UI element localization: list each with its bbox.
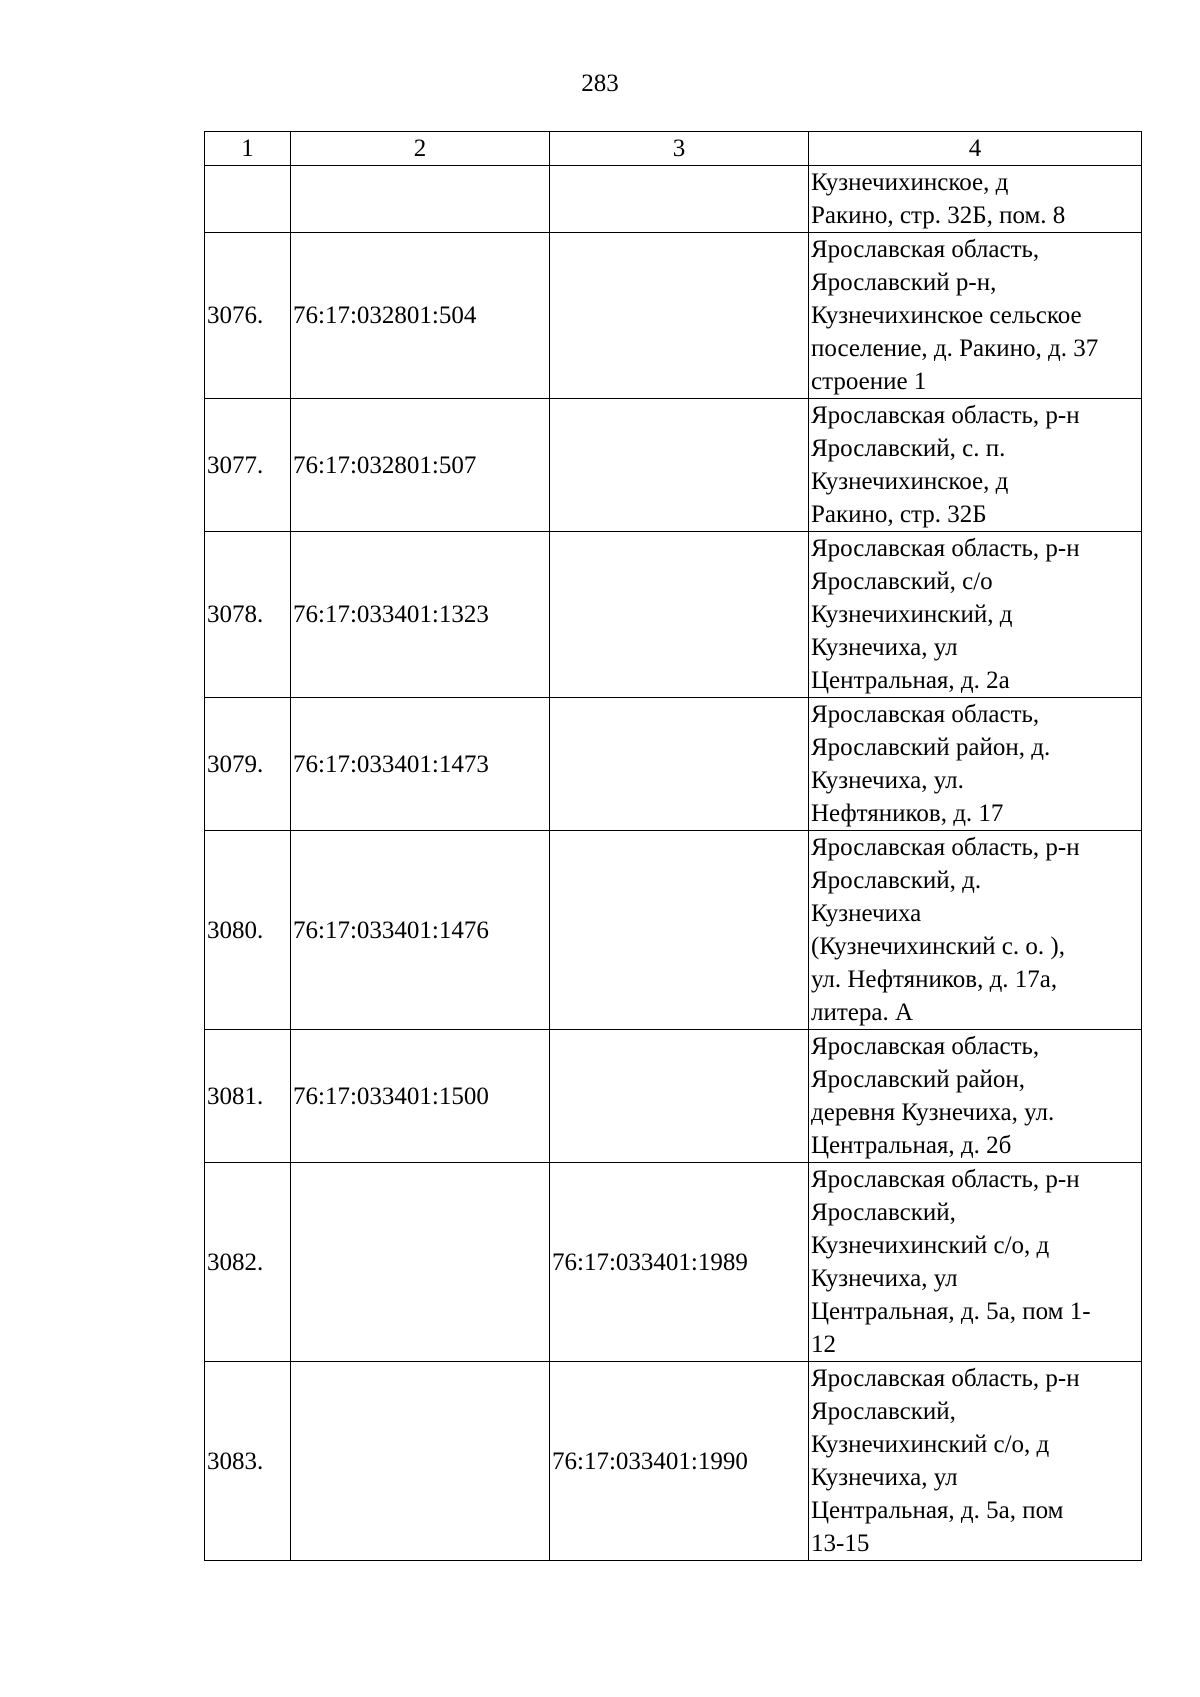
- table-row: [205, 1030, 1142, 1163]
- table-row: [205, 1362, 1142, 1561]
- row-number-cell: [205, 166, 291, 233]
- cadastral-number-cell: 76:17:032801:504: [291, 233, 550, 399]
- address-cell: Ярославская область, р-н Ярославский, Кузнечихинский с/о, д Кузнечиха, ул Центральная, д. 5а, пом 1- 12: [809, 1163, 1142, 1362]
- cadastral-number-alt-cell: [550, 399, 809, 532]
- cadastral-number-alt-cell: [550, 233, 809, 399]
- row-number-cell: 3077.: [205, 399, 291, 532]
- cadastral-number-cell: [291, 166, 550, 233]
- address-cell: Ярославская область, р-н Ярославский, с. п. Кузнечихинское, д Ракино, стр. 32Б: [809, 399, 1142, 532]
- cadastral-number-cell: 76:17:033401:1476: [291, 831, 550, 1030]
- row-number-cell: 3082.: [205, 1163, 291, 1362]
- cadastral-number-cell: [291, 1163, 550, 1362]
- cadastral-number-cell: 76:17:032801:507: [291, 399, 550, 532]
- row-number-cell: 3083.: [205, 1362, 291, 1561]
- table-header-row: [205, 132, 1142, 166]
- address-cell: Кузнечихинское, д Ракино, стр. 32Б, пом. 8: [809, 166, 1142, 233]
- address-cell: Ярославская область, р-н Ярославский, д. Кузнечиха (Кузнечихинский с. о. ), ул. Нефтяников, д. 17а, литера. А: [809, 831, 1142, 1030]
- table-row: [205, 233, 1142, 399]
- row-number-cell: 3080.: [205, 831, 291, 1030]
- cadastral-number-cell: 76:17:033401:1323: [291, 532, 550, 698]
- row-number-cell: 3076.: [205, 233, 291, 399]
- page-number: 283: [581, 70, 619, 97]
- row-number-cell: 3078.: [205, 532, 291, 698]
- column-header-3: 3: [550, 132, 809, 166]
- address-cell: Ярославская область, Ярославский район, деревня Кузнечиха, ул. Центральная, д. 2б: [809, 1030, 1142, 1163]
- column-header-4: 4: [809, 132, 1142, 166]
- cadastral-number-alt-cell: [550, 532, 809, 698]
- table-row: [205, 1163, 1142, 1362]
- cadastral-number-cell: 76:17:033401:1473: [291, 698, 550, 831]
- address-cell: Ярославская область, Ярославский район, д. Кузнечиха, ул. Нефтяников, д. 17: [809, 698, 1142, 831]
- address-cell: Ярославская область, р-н Ярославский, с/о Кузнечихинский, д Кузнечиха, ул Центральная, д. 2а: [809, 532, 1142, 698]
- address-cell: Ярославская область, Ярославский р-н, Кузнечихинское сельское поселение, д. Ракино, д. 37 строение 1: [809, 233, 1142, 399]
- cadastral-number-alt-cell: 76:17:033401:1990: [550, 1362, 809, 1561]
- table-row: [205, 698, 1142, 831]
- table-row: [205, 166, 1142, 233]
- cadastral-number-cell: [291, 1362, 550, 1561]
- row-number-cell: 3079.: [205, 698, 291, 831]
- column-header-2: 2: [291, 132, 550, 166]
- cadastral-number-alt-cell: 76:17:033401:1989: [550, 1163, 809, 1362]
- table-body: [205, 132, 1142, 1561]
- table-row: [205, 399, 1142, 532]
- table-row: [205, 532, 1142, 698]
- cadastral-number-cell: 76:17:033401:1500: [291, 1030, 550, 1163]
- address-cell: Ярославская область, р-н Ярославский, Кузнечихинский с/о, д Кузнечиха, ул Центральная, д. 5а, пом 13-15: [809, 1362, 1142, 1561]
- column-header-1: 1: [205, 132, 291, 166]
- table-row: [205, 831, 1142, 1030]
- cadastral-number-alt-cell: [550, 831, 809, 1030]
- registry-table: [204, 131, 1142, 1561]
- cadastral-number-alt-cell: [550, 1030, 809, 1163]
- cadastral-number-alt-cell: [550, 166, 809, 233]
- row-number-cell: 3081.: [205, 1030, 291, 1163]
- cadastral-number-alt-cell: [550, 698, 809, 831]
